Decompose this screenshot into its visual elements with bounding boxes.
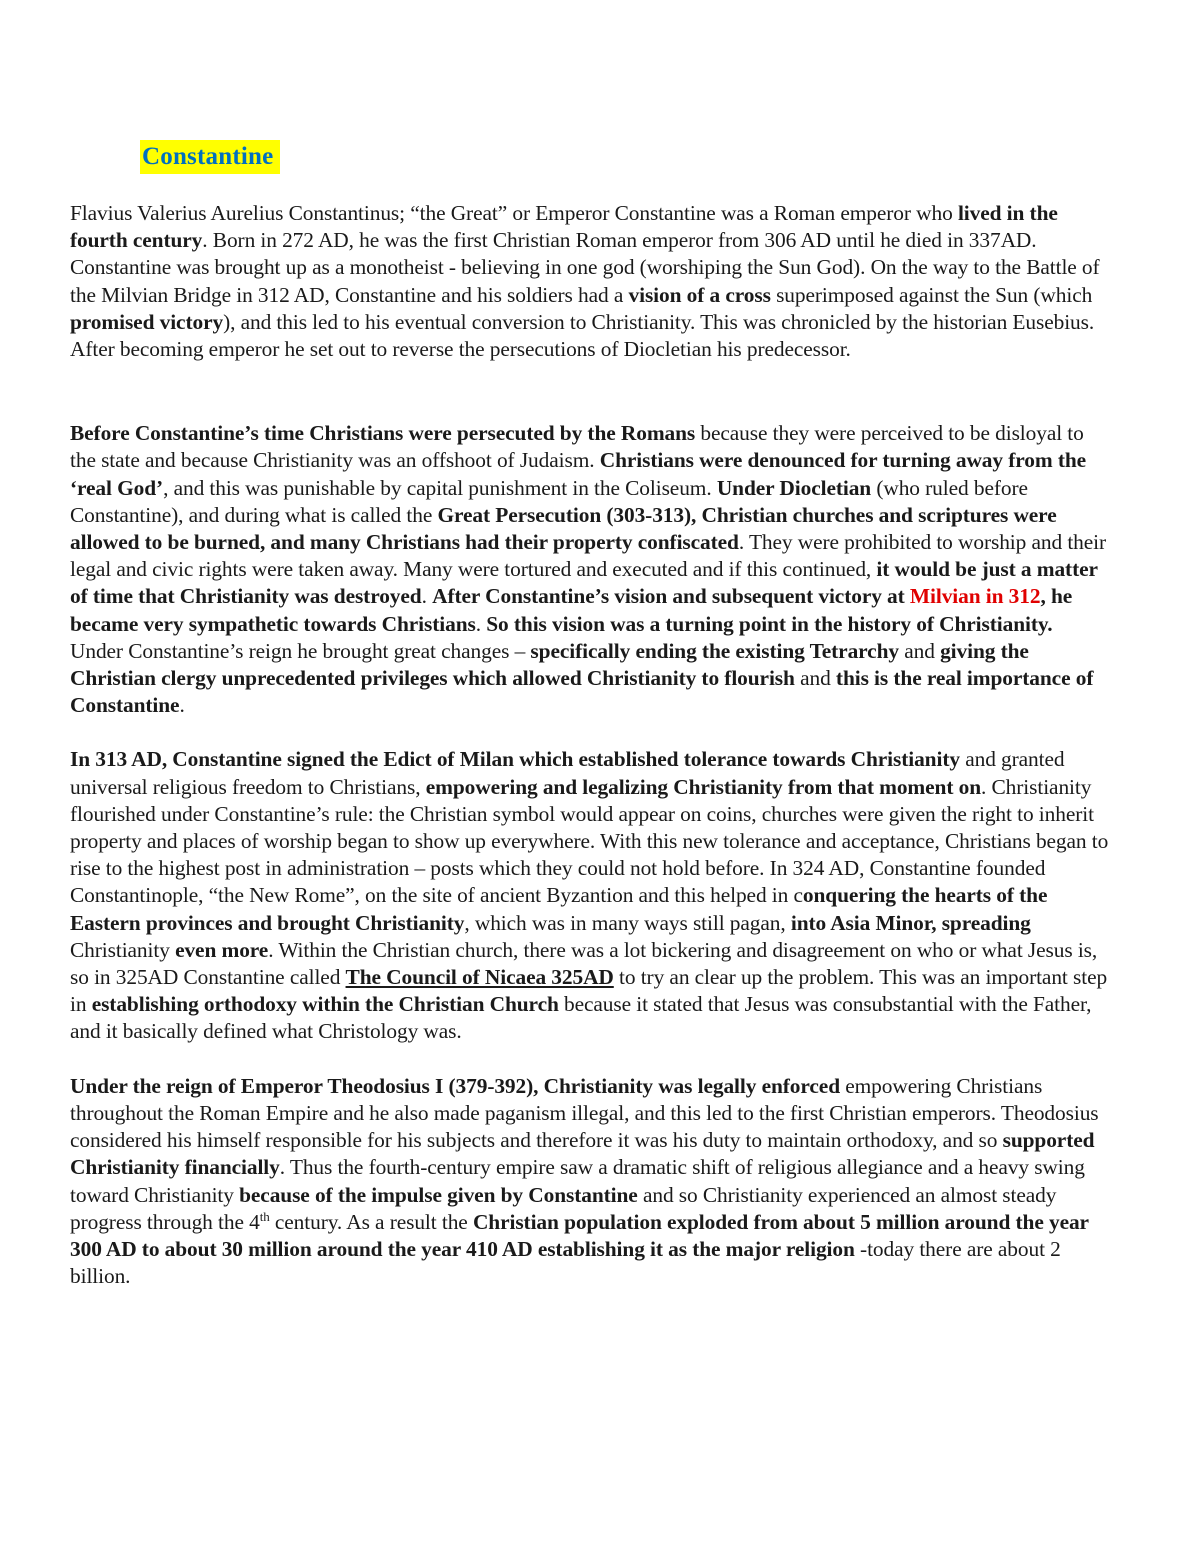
- bold-text-run: empowering and legalizing Christianity from that moment on: [425, 774, 982, 799]
- bold-text-run: giving the Christian clergy unprecedented privileges which allowed Christianity to flourish: [70, 638, 1029, 691]
- spacer: [70, 363, 1110, 420]
- bold-text-run: this is the real importance of Constantine: [70, 666, 1094, 718]
- spacer: [70, 719, 1110, 746]
- text-run: (who ruled before Constantine), and during what is called the: [70, 475, 1028, 527]
- bold-text-run: onquering the hearts of the Eastern provinces and brought Christianity: [70, 883, 1048, 935]
- text-run: . Thus the fourth-century empire saw a dramatic shift of religious allegiance and a heavy swing toward Christianity: [70, 1155, 1085, 1207]
- bold-text-run: specifically ending the existing Tetrarchy: [530, 638, 899, 663]
- text-run: superimposed against the Sun (which: [770, 282, 1093, 307]
- document-body: [70, 140, 1110, 1290]
- bold-text-run: Under Diocletian: [716, 475, 872, 500]
- bold-text-run: because of the impulse given by Constantine: [239, 1182, 638, 1207]
- text-run: and: [794, 666, 836, 691]
- bold-text-run: Great Persecution (303-313), Christian churches and scriptures were allowed to be burned, and many Christians had their property confiscated: [70, 502, 1057, 555]
- bold-text-run: vision of a cross: [628, 282, 771, 307]
- text-run: ), and this led to his eventual conversion to Christianity. This was chronicled by the historian Eusebius. After becoming emperor he set out to reverse the persecutions of Diocletian his predecessor.: [70, 309, 1095, 362]
- bold-text-run: Christians were denounced for turning away from the ‘real God’: [70, 448, 1087, 500]
- paragraph-intro: [70, 200, 1110, 363]
- paragraph-theodosius: [70, 1073, 1110, 1291]
- text-run: , which was in many ways still pagan,: [464, 910, 791, 935]
- bold-text-run: establishing orthodoxy within the Christian Church: [91, 992, 559, 1017]
- paragraph-persecution: [70, 420, 1110, 719]
- bold-text-run: Christian population exploded from about 5 million around the year 300 AD to about 30 million around the year 410 AD establishing it as the major religion: [70, 1209, 1089, 1261]
- text-run: because they were perceived to be disloyal to the state and because Christianity was an offshoot of Judaism.: [70, 421, 1084, 473]
- text-run: and so Christianity experienced an almost steady progress through the 4: [70, 1182, 1057, 1234]
- bold-text-run: Under the reign of Emperor Theodosius I (379-392), Christianity was legally enforced: [70, 1073, 840, 1098]
- title-wrap: [140, 140, 1110, 174]
- text-run: , and this was punishable by capital punishment in the Coliseum.: [163, 475, 717, 500]
- text-run: .: [421, 584, 433, 609]
- bold-text-run: After Constantine’s vision and subsequent victory at: [432, 584, 910, 609]
- text-run: Under Constantine’s reign he brought great changes –: [70, 638, 531, 663]
- text-run: th: [259, 1208, 270, 1224]
- bold-text-run: supported Christianity financially: [70, 1128, 1095, 1180]
- paragraph-edict-of-milan: [70, 746, 1110, 1045]
- bold-text-run: In 313 AD, Constantine signed the Edict of Milan which established tolerance towards Christianity: [70, 747, 960, 772]
- text-run: and granted universal religious freedom to Christians,: [70, 747, 1065, 799]
- text-run: Christianity: [70, 937, 176, 962]
- text-run: empowering Christians throughout the Roman Empire and he also made paganism illegal, and this led to the first Christian emperors. Theodosius considered his himself responsible for his subjects and therefore it was his duty to maintain orthodoxy, and so: [70, 1073, 1099, 1153]
- text-run: to try an clear up the problem. This was an important step in: [70, 965, 1108, 1017]
- document-title: Constantine: [140, 140, 280, 174]
- text-run: . Christianity flourished under Constantine’s rule: the Christian symbol would appear on coins, churches were given the right to inherit property and places of worship began to show up everywhere. With this new tolerance and acceptance, Christians began to rise to the highest post in administration – posts which they could not hold before. In 324 AD, Constantine founded Constantinople, “the New Rome”, on the site of ancient Byzantion and this helped in c: [70, 774, 1109, 908]
- bold-text-run: it would be just a matter of time that Christianity was destroyed: [70, 557, 1098, 609]
- text-run: century. As a result the: [269, 1209, 473, 1234]
- bold-text-run: , he became very sympathetic towards Christians: [70, 584, 1073, 636]
- bold-text-run: even more: [175, 937, 269, 962]
- text-run: Flavius Valerius Aurelius Constantinus; “the Great” or Emperor Constantine was a Roman emperor who: [70, 201, 958, 225]
- bold-text-run: into Asia Minor, spreading: [790, 910, 1031, 935]
- bold-text-run: lived in the fourth century: [70, 201, 1058, 253]
- text-run: . Within the Christian church, there was a lot bickering and disagreement on who or what Jesus is, so in 325AD Constantine called: [70, 937, 1098, 990]
- text-run: .: [179, 693, 185, 718]
- text-run: .: [475, 611, 487, 636]
- bold-text-run: The Council of Nicaea 325AD: [345, 965, 614, 990]
- bold-text-run: Milvian in 312: [909, 584, 1041, 609]
- bold-text-run: Before Constantine’s time Christians were persecuted by the Romans: [70, 421, 696, 446]
- bold-text-run: So this vision was a turning point in the history of Christianity.: [486, 611, 1053, 636]
- spacer: [70, 1046, 1110, 1073]
- text-run: . Born in 272 AD, he was the first Christian Roman emperor from 306 AD until he died in 337AD. Constantine was brought up as a monotheist - believing in one god (worshiping the Sun God). On the way to the Battle of the Milvian Bridge in 312 AD, Constantine and his soldiers had a: [70, 228, 1100, 307]
- text-run: and: [898, 638, 941, 663]
- text-run: . They were prohibited to worship and their legal and civic rights were taken away. Many were tortured and executed and if this continued,: [70, 530, 1107, 582]
- bold-text-run: promised victory: [70, 309, 224, 334]
- text-run: because it stated that Jesus was consubstantial with the Father, and it basically defined what Christology was.: [70, 992, 1092, 1044]
- text-run: -today there are about 2 billion.: [70, 1236, 1061, 1289]
